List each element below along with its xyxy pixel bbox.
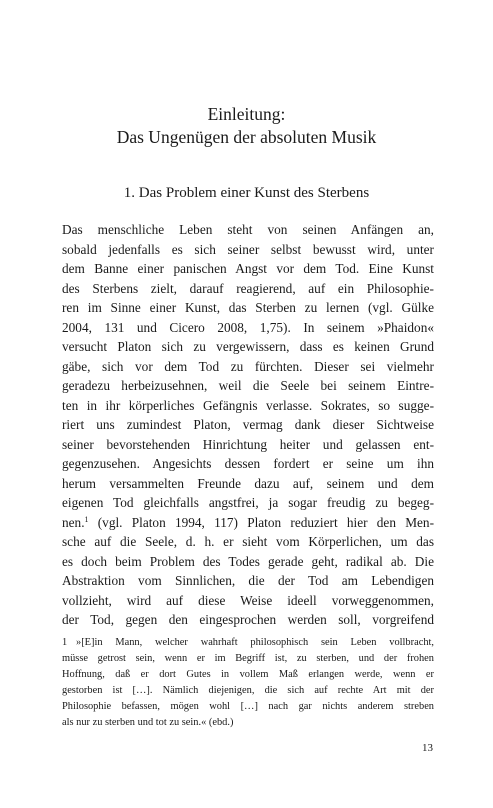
footnote-line-pre: nen. <box>62 514 85 530</box>
body-line: riert uns zumindest Platon, vermag dank dieser Sichtweise <box>62 417 434 432</box>
body-text <box>62 220 434 630</box>
page-number: 13 <box>422 742 433 754</box>
footnote-line: müsse getrost sein, wenn er im Begriff ist, zu sterben, und der frohen <box>62 653 434 664</box>
body-line: ten in ihr körperliches Gefängnis verlasse. Sokrates, so sugge- <box>62 397 434 413</box>
footnote-line: gestorben ist […]. Nämlich diejenigen, die sich auf rechte Art mit der <box>62 685 434 696</box>
footnote-line: 1 »[E]in Mann, welcher wahrhaft philosophisch sein Leben vollbracht, <box>62 635 434 651</box>
body-line-with-footnote-ref <box>62 513 434 533</box>
chapter-title-line-2: Das Ungenügen der absoluten Musik <box>116 127 377 147</box>
body-line: eigenen Tod gleichfalls angstfrei, ja sogar freudig zu begeg- <box>62 495 434 510</box>
section-title: 1. Das Problem einer Kunst des Sterbens <box>123 185 370 201</box>
body-line: dem Banne einer panischen Angst vor dem Tod. Eine Kunst <box>62 261 434 276</box>
chapter-title-line-1: Einleitung: <box>207 104 286 124</box>
body-line: der Tod, gegen den eingesprochen werden soll, vorgreifend <box>62 612 434 627</box>
footnote-line: als nur zu sterben und tot zu sein.« (ebd.) <box>62 717 234 728</box>
body-line: des Sterbens zielt, darauf reagierend, auf ein Philosophie- <box>62 280 434 296</box>
body-line: sche auf die Seele, d. h. er sieht vom Körperlichen, um das <box>62 534 434 549</box>
body-line: vollzieht, wird auf diese Weise ideell vorweggenommen, <box>62 592 434 608</box>
footnote-number: 1 <box>62 637 68 648</box>
body-line: ren im Sinne einer Kunst, das Sterben zu lernen (vgl. Gülke <box>62 300 434 315</box>
chapter-title <box>60 103 433 149</box>
body-line: 2004, 131 und Cicero 2008, 1,75). In seinem »Phaidon« <box>62 319 434 335</box>
body-line: sobald jedenfalls es sich seiner selbst bewusst wird, unter <box>62 241 434 257</box>
body-line: geradezu herbeizusehnen, weil die Seele bei seinem Eintre- <box>62 378 434 393</box>
body-line: Das menschliche Leben steht von seinen Anfängen an, <box>62 222 434 237</box>
body-line: seiner bevorstehenden Hinrichtung heiter und gelassen ent- <box>62 436 434 452</box>
body-line: gegenzusehen. Angesichts dessen fordert er seine um ihn <box>62 456 434 471</box>
body-line: gäbe, sich vor dem Tod zu fürchten. Dieser sei vielmehr <box>62 358 434 374</box>
body-line: herum versammelten Freunde dazu auf, seinem und dem <box>62 475 434 491</box>
footnote-line-post: (vgl. Platon 1994, 117) Platon reduziert hier den Men- <box>88 514 434 530</box>
body-line: es doch beim Problem des Todes gerade geht, radikal ab. Die <box>62 553 434 569</box>
footnote-reference[interactable]: 1 <box>84 514 89 524</box>
footnote-line: Hoffnung, daß er dort Gutes in vollem Maß erlangen werde, wenn er <box>62 669 434 680</box>
body-line: versucht Platon sich zu vergewissern, dass es keinen Grund <box>62 339 434 354</box>
footnote <box>62 635 434 731</box>
footnote-line: Philosophie befassen, mögen wohl […] nach gar nichts anderem streben <box>62 701 434 712</box>
body-line: Abstraktion vom Sinnlichen, die der Tod am Lebendigen <box>62 573 434 588</box>
